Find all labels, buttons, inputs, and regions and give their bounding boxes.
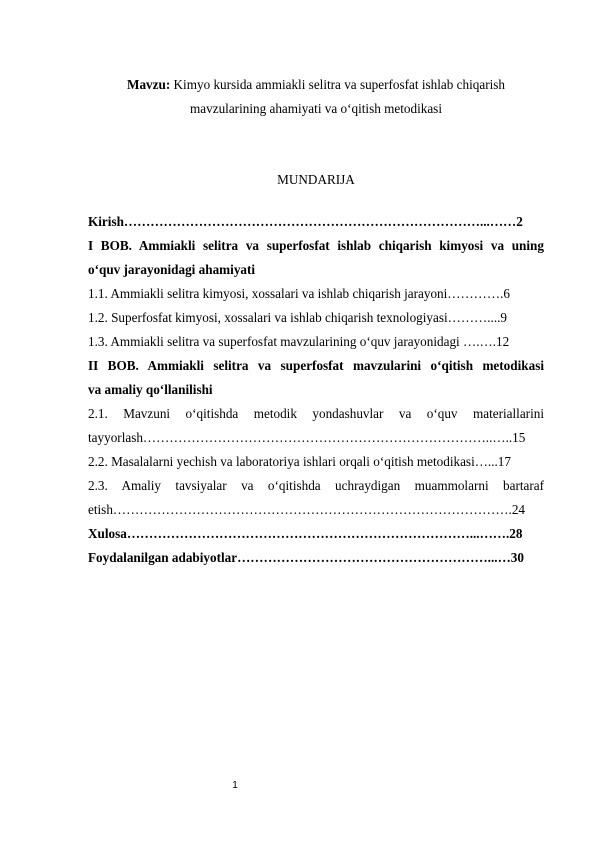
page-title: MUNDARIJA bbox=[277, 172, 355, 187]
toc-entry-1-2: 1.2. Superfosfat kimyosi, xossalari va ishlab chiqarish texnologiyasi………....9 bbox=[88, 310, 508, 325]
topic-line-1 bbox=[88, 73, 544, 97]
toc-chapter-2-line-1: II BOB. Ammiakli selitra va superfosfat mavzularini o‘qitish metodikasi bbox=[88, 358, 544, 373]
toc-entry-kirish: Kirish………………………………………………………………………...……2 bbox=[88, 214, 523, 229]
topic-label: Mavzu: bbox=[127, 77, 171, 92]
toc-chapter-1-line-2: o‘quv jarayonidagi ahamiyati bbox=[88, 262, 256, 277]
table-of-contents bbox=[88, 210, 544, 570]
toc-entry-2-2: 2.2. Masalalarni yechish va laboratoriya ishlari orqali o‘qitish metodikasi…...17 bbox=[88, 454, 511, 469]
topic-line-2: mavzularining ahamiyati va o‘qitish metodikasi bbox=[190, 101, 442, 116]
toc-entry-2-3-line-1: 2.3. Amaliy tavsiyalar va o‘qitishda uchraydigan muammolarni bartaraf bbox=[88, 478, 544, 493]
toc-entry-adabiyotlar: Foydalanilgan adabiyotlar…………………………………………………...…30 bbox=[88, 550, 524, 565]
toc-entry-2-3-line-2: etish……………………………………………………………………………….24 bbox=[88, 502, 526, 517]
topic bbox=[88, 73, 544, 121]
topic-text-1: Kimyo kursida ammiakli selitra va superfosfat ishlab chiqarish bbox=[170, 77, 505, 92]
toc-entry-2-1-line-1: 2.1. Mavzuni o‘qitishda metodik yondashuvlar va o‘quv materiallarini bbox=[88, 406, 544, 421]
page-number: 1 bbox=[232, 780, 238, 791]
toc-entry-1-3: 1.3. Ammiakli selitra va superfosfat mavzularining o‘quv jarayonidagi ….….12 bbox=[88, 334, 510, 349]
toc-entry-2-1-line-2: tayyorlash……………………………………………………………………..…..15 bbox=[88, 430, 526, 445]
toc-chapter-2-line-2: va amaliy qo‘llanilishi bbox=[88, 382, 213, 397]
toc-entry-1-1: 1.1. Ammiakli selitra kimyosi, xossalari va ishlab chiqarish jarayoni………….6 bbox=[88, 286, 510, 301]
toc-entry-xulosa: Xulosa……………………………………………………………………...…….28 bbox=[88, 526, 523, 541]
toc-chapter-1-line-1: I BOB. Ammiakli selitra va superfosfat ishlab chiqarish kimyosi va uning bbox=[88, 238, 544, 253]
